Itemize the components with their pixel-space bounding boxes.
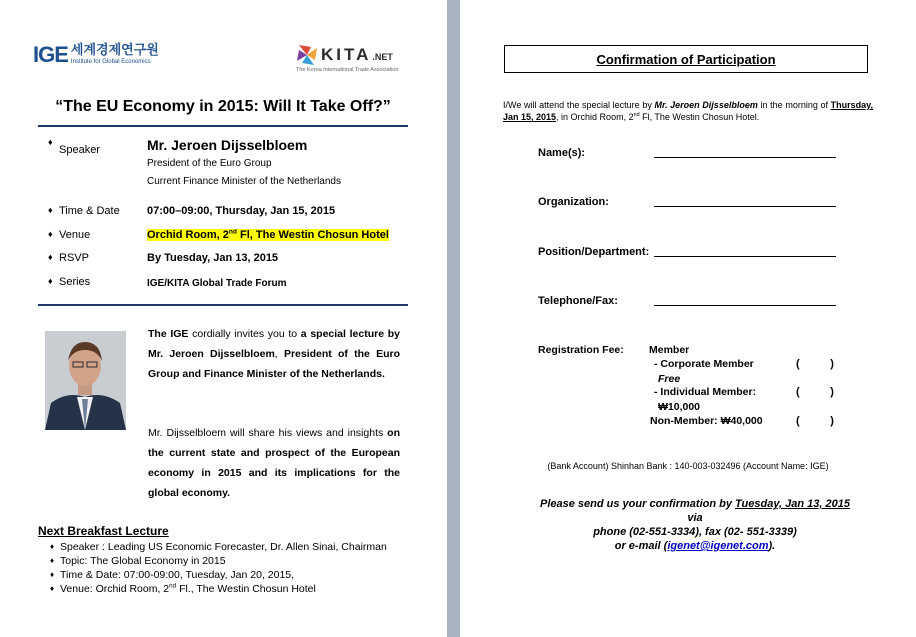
organization-label: Organization: [538,196,609,208]
speaker-photo [45,331,126,430]
send-email: or e-mail (igenet@igenet.com). [614,540,776,552]
ige-logo-korean: 세계경제연구원 [70,43,159,58]
list-item: ♦ Speaker : Leading US Economic Forecaster, Dr. Allen Sinai, Chairman [50,541,387,553]
bullet-icon: ♦ [50,570,55,579]
bullet-icon: ♦ [50,584,55,593]
nonmember-checkbox[interactable]: ( ) [796,415,834,427]
time-label: Time & Date [59,205,120,217]
phone-field[interactable] [654,305,836,306]
speaker-row [48,137,341,191]
series-label: Series [59,276,91,288]
send-via: via [687,512,703,524]
time-value: 07:00–09:00, Thursday, Jan 15, 2015 [147,205,336,217]
series-row [48,276,286,289]
individual-checkbox[interactable]: ( ) [796,386,834,398]
bullet-icon: ♦ [48,276,53,286]
fee-nonmember: Non-Member: ₩40,000 [650,415,763,427]
venue-value: Orchid Room, 2nd Fl, The Westin Chosun Hotel [147,228,389,241]
organization-field[interactable] [654,206,836,207]
send-instruction: Please send us your confirmation by Tuesday, Jan 13, 2015 [540,498,850,510]
confirmation-title: Confirmation of Participation [504,45,868,73]
series-value: IGE/KITA Global Trade Forum [147,278,287,289]
bullet-icon: ♦ [48,252,53,262]
fee-label: Registration Fee: [538,344,624,356]
ige-logo-mark: IGE [33,42,68,67]
bullet-icon: ♦ [48,205,53,215]
event-title: “The EU Economy in 2015: Will It Take Off?” [55,98,391,115]
rsvp-label: RSVP [59,252,89,264]
speaker-role-1: President of the Euro Group [147,158,272,169]
position-field[interactable] [654,256,836,257]
corporate-checkbox[interactable]: ( ) [796,358,834,370]
rsvp-row [48,252,278,264]
fee-member-heading: Member [649,344,690,356]
rsvp-value: By Tuesday, Jan 13, 2015 [147,252,279,264]
ige-logo-english: Institute for Global Economics [70,59,151,65]
confirmation-page [460,0,916,637]
list-item: ♦ Topic: The Global Economy in 2015 [50,555,226,567]
fee-individual-price: ₩10,000 [658,401,701,413]
invitation-page [0,0,447,637]
names-label: Name(s): [538,147,586,159]
invite-paragraph-2: Mr. Dijsselbloem will share his views and insights on the current state and prospect of the European economy in 2015 and its implications for the global economy. [148,427,400,499]
position-label: Position/Department: [538,246,650,258]
bullet-icon: ♦ [50,556,55,565]
next-lecture-list [50,540,387,596]
time-row [48,205,335,217]
ige-logo [33,42,159,68]
kita-logo [296,44,398,73]
fee-individual: - Individual Member: [654,386,757,398]
venue-row [48,229,389,241]
bullet-icon: ♦ [50,542,55,551]
next-lecture-heading: Next Breakfast Lecture [38,524,169,538]
list-item: ♦ Venue: Orchid Room, 2nd Fl., The Westin Chosun Hotel [50,582,316,595]
list-item: ♦ Time & Date: 07:00-09:00, Tuesday, Jan 20, 2015, [50,569,295,581]
email-link[interactable]: igenet@igenet.com [667,540,769,552]
phone-label: Telephone/Fax: [538,295,618,307]
invite-paragraph-1: The IGE cordially invites you to a special lecture by Mr. Jeroen Dijsselbloem, President of the Euro Group and Finance Minister of the Netherlands. [148,328,400,380]
kita-logo-name: KITA [321,45,372,64]
bullet-icon: ♦ [48,137,53,147]
attendance-statement: I/We will attend the special lecture by Mr. Jeroen Dijsselbloem in the morning of Thursday, Jan 15, 2015, in Orchid Room, 2nd Fl, The Westin Chosun Hotel. [503,100,873,122]
names-field[interactable] [654,157,836,158]
speaker-name: Mr. Jeroen Dijsselbloem [147,137,308,153]
bank-account: (Bank Account) Shinhan Bank : 140-003-032496 (Account Name: IGE) [547,461,829,471]
speaker-label: Speaker [59,144,100,156]
top-rule [38,125,408,127]
venue-label: Venue [59,229,91,241]
bullet-icon: ♦ [48,229,53,239]
fee-corporate-price: Free [658,373,681,385]
send-phone-fax: phone (02-551-3334), fax (02- 551-3339) [593,526,797,538]
kita-logo-tagline: The Korea International Trade Association [296,67,399,73]
speaker-role-2: Current Finance Minister of the Netherlands [147,176,341,187]
kita-logo-suffix: .NET [372,52,393,62]
fee-corporate: - Corporate Member [654,358,754,370]
kita-pinwheel-icon [296,44,318,66]
middle-rule [38,304,408,306]
